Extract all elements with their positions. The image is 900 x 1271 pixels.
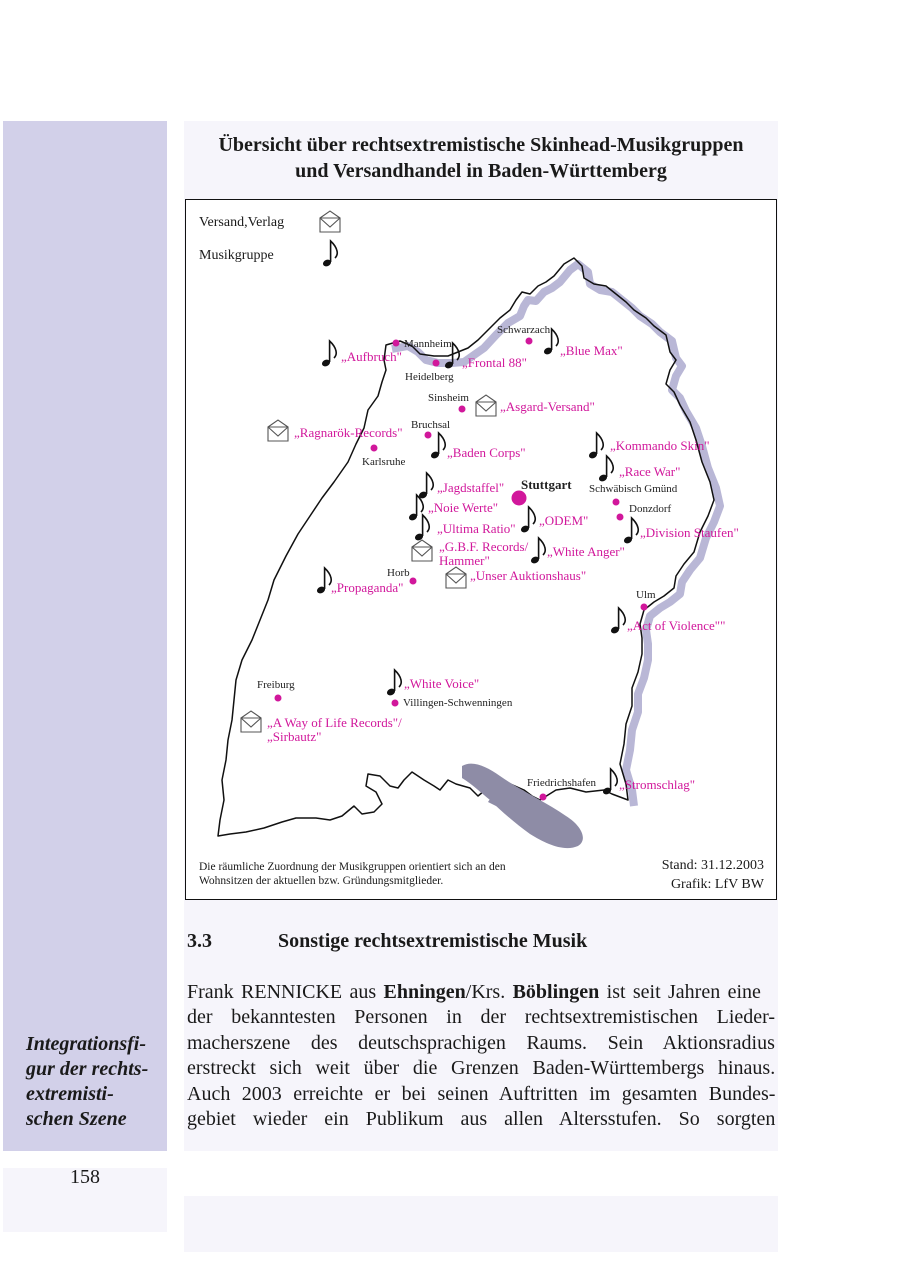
city-villingen: Villingen-Schwenningen bbox=[403, 697, 513, 709]
envelope-wayoflife-icon bbox=[241, 711, 261, 732]
envelope-legend-icon bbox=[320, 211, 340, 232]
figure-credits bbox=[662, 856, 764, 894]
note-division-icon bbox=[623, 518, 638, 545]
footnote-line: Wohnsitzen der aktuellen bzw. Gründungsmitglieder. bbox=[199, 875, 444, 887]
city-heidelberg: Heidelberg bbox=[405, 371, 454, 383]
band-propaganda: „Propaganda" bbox=[331, 580, 404, 595]
band-whitevoice: „White Voice" bbox=[404, 676, 480, 691]
margin-note bbox=[26, 1032, 166, 1132]
paragraph-line bbox=[187, 980, 775, 1005]
envelope-asgard-icon bbox=[476, 395, 496, 416]
footnote-line: Die räumliche Zuordnung der Musikgruppen orientiert sich an den bbox=[199, 861, 506, 873]
envelope-ragnarok-icon bbox=[268, 420, 288, 441]
band-bluemax: „Blue Max" bbox=[560, 343, 623, 358]
band-gbf-line: Hammer" bbox=[439, 553, 490, 568]
note-noiewerte-icon bbox=[408, 495, 423, 522]
legend-music-label: Musikgruppe bbox=[199, 248, 274, 263]
map-figure bbox=[185, 199, 777, 900]
band-stromschlag: „Stromschlag" bbox=[619, 777, 696, 792]
note-stromschlag-icon bbox=[602, 769, 617, 796]
note-badencorps-icon bbox=[430, 433, 445, 460]
margin-note-line: schen Szene bbox=[26, 1108, 127, 1130]
band-jagdstaffel: „Jagdstaffel" bbox=[437, 480, 505, 495]
city-sinsheim: Sinsheim bbox=[428, 392, 469, 404]
note-whitevoice-icon bbox=[386, 670, 401, 697]
city-gmuend: Schwäbisch Gmünd bbox=[589, 483, 678, 495]
city-freiburg: Freiburg bbox=[257, 679, 295, 691]
city-mannheim: Mannheim bbox=[404, 338, 452, 350]
paragraph-line: Auch 2003 erreichte er bei seinen Auftritten im gesamten Bundes- bbox=[187, 1082, 776, 1105]
band-wayoflife-line: „A Way of Life Records"/ bbox=[267, 715, 402, 730]
place-name: Ehningen bbox=[383, 981, 466, 1003]
band-asgard: „Asgard-Versand" bbox=[500, 399, 595, 414]
section-title: Sonstige rechtsextremistische Musik bbox=[278, 930, 588, 952]
section-number: 3.3 bbox=[187, 930, 212, 952]
city-ulm: Ulm bbox=[636, 589, 656, 601]
note-aufbruch-icon bbox=[321, 341, 336, 368]
note-legend-icon bbox=[322, 241, 337, 268]
band-wayoflife bbox=[267, 716, 402, 744]
figure-date: Stand: 31.12.2003 bbox=[661, 858, 764, 873]
bottom-background bbox=[184, 1196, 778, 1252]
city-friedrichshafen: Friedrichshafen bbox=[527, 777, 597, 789]
margin-note-line: extremisti- bbox=[26, 1083, 114, 1105]
section-heading bbox=[187, 930, 587, 953]
band-kommando: „Kommando Skin" bbox=[610, 438, 710, 453]
note-whiteanger-icon bbox=[530, 538, 545, 565]
city-stuttgart: Stuttgart bbox=[521, 477, 572, 492]
envelope-auktion-icon bbox=[446, 567, 466, 588]
note-ultimaratio-icon bbox=[414, 515, 429, 542]
note-jagdstaffel-icon bbox=[418, 473, 433, 500]
band-auktion: „Unser Auktionshaus" bbox=[470, 568, 587, 583]
page-number: 158 bbox=[70, 1166, 100, 1188]
paragraph-line: der bekanntesten Personen in der rechtsextremistischen Lieder- bbox=[187, 1006, 776, 1029]
band-gbf bbox=[439, 540, 528, 568]
band-frontal: „Frontal 88" bbox=[462, 355, 527, 370]
figure-source: Grafik: LfV BW bbox=[670, 877, 764, 892]
note-actofviolence-icon bbox=[610, 608, 625, 635]
figure-title bbox=[184, 132, 778, 184]
paragraph-line: macherszene des deutschsprachigen Raums. Sein Aktionsradius bbox=[187, 1031, 775, 1054]
band-gbf-line: „G.B.F. Records/ bbox=[439, 539, 529, 554]
city-donzdorf: Donzdorf bbox=[629, 503, 672, 515]
band-actofviolence: „Act of Violence"" bbox=[627, 618, 726, 633]
text-run: /Krs. bbox=[465, 981, 513, 1003]
legend-mail-label: Versand,Verlag bbox=[199, 215, 285, 230]
city-bruchsal: Bruchsal bbox=[411, 419, 451, 431]
text-run: ist seit Jahren eine bbox=[599, 981, 761, 1003]
paragraph-line: erstreckt sich weit über die Grenzen Baden-Württembergs hinaus. bbox=[187, 1057, 776, 1080]
band-ragnarok: „Ragnarök-Records" bbox=[294, 425, 403, 440]
band-division: „Division Staufen" bbox=[640, 525, 739, 540]
paragraph-line: gebiet wieder ein Publikum aus allen Altersstufen. So sorgten bbox=[187, 1107, 776, 1130]
note-racewar-icon bbox=[598, 456, 613, 483]
place-name: Böblingen bbox=[512, 981, 600, 1003]
note-odem-icon bbox=[520, 507, 535, 534]
band-noiewerte: „Noie Werte" bbox=[428, 500, 499, 515]
figure-footnote bbox=[199, 860, 559, 888]
band-whiteanger: „White Anger" bbox=[547, 544, 625, 559]
note-propaganda-icon bbox=[316, 568, 331, 595]
band-badencorps: „Baden Corps" bbox=[447, 445, 526, 460]
band-wayoflife-line: „Sirbautz" bbox=[267, 729, 322, 744]
city-schwarzach: Schwarzach bbox=[497, 324, 551, 336]
text-run: Frank RENNICKE aus bbox=[187, 981, 384, 1003]
envelope-gbf-icon bbox=[412, 540, 432, 561]
figure-title-line: und Versandhandel in Baden-Württemberg bbox=[295, 160, 667, 182]
note-kommando-icon bbox=[588, 433, 603, 460]
city-horb: Horb bbox=[387, 567, 410, 579]
margin-sidebar bbox=[3, 121, 167, 1151]
body-paragraph bbox=[187, 980, 775, 1132]
figure-title-line: Übersicht über rechtsextremistische Skinhead-Musikgruppen bbox=[218, 134, 744, 156]
margin-note-line: gur der rechts- bbox=[26, 1058, 149, 1080]
band-aufbruch: „Aufbruch" bbox=[341, 349, 402, 364]
band-racewar: „Race War" bbox=[619, 464, 681, 479]
margin-note-line: Integrationsfi- bbox=[26, 1033, 147, 1055]
band-ultimaratio: „Ultima Ratio" bbox=[437, 521, 516, 536]
city-karlsruhe: Karlsruhe bbox=[362, 456, 406, 468]
band-odem: „ODEM" bbox=[539, 513, 589, 528]
